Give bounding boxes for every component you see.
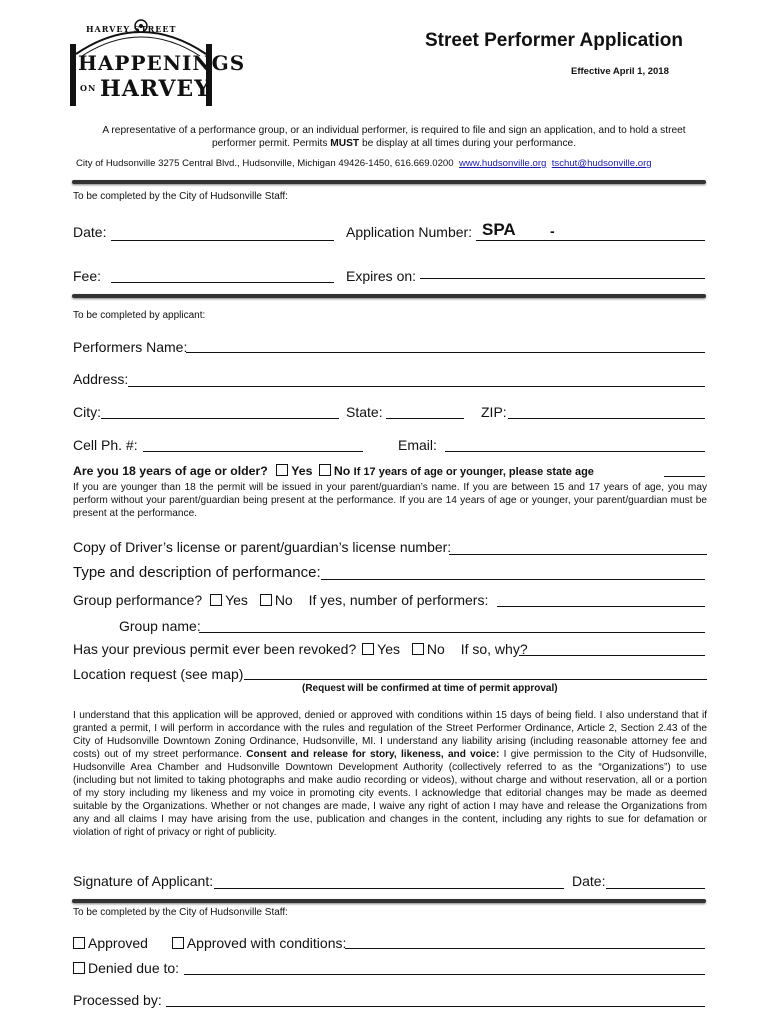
zip-label: ZIP: bbox=[481, 404, 507, 420]
revoked-yes-checkbox[interactable] bbox=[362, 643, 374, 655]
state-field[interactable] bbox=[386, 418, 464, 419]
revoked-label: Has your previous permit ever been revoked? bbox=[73, 641, 357, 657]
address-label: Address: bbox=[73, 371, 129, 387]
staff-heading: To be completed by the City of Hudsonville Staff: bbox=[73, 191, 288, 202]
age-no-label: No bbox=[333, 464, 351, 478]
processed-label: Processed by: bbox=[73, 992, 162, 1008]
age-note: If you are younger than 18 the permit will be issued in your parent/guardian’s name. If you are between 15 and 17 years of age, you may perform without your parent/guardian being present at the performance. If you are 14 years of age or younger, your parent/guardian must be present at the performance. bbox=[73, 482, 707, 519]
revoked-no-label: No bbox=[426, 641, 445, 657]
expires-label: Expires on: bbox=[346, 268, 417, 284]
group-no-label: No bbox=[274, 592, 293, 608]
date-field[interactable] bbox=[111, 240, 334, 241]
denied-checkbox[interactable] bbox=[73, 962, 85, 974]
cell-label: Cell Ph. #: bbox=[73, 437, 138, 453]
city-field[interactable] bbox=[101, 418, 339, 419]
group-yes-label: Yes bbox=[225, 592, 248, 608]
contact-line bbox=[76, 158, 652, 169]
signature-field[interactable] bbox=[214, 888, 564, 889]
group-number-field[interactable] bbox=[497, 606, 705, 607]
group-no-checkbox[interactable] bbox=[260, 594, 272, 606]
license-field[interactable] bbox=[449, 554, 707, 555]
location-note: (Request will be confirmed at time of permit approval) bbox=[302, 683, 558, 694]
approved-conditions-checkbox[interactable] bbox=[172, 937, 184, 949]
denied-label: Denied due to: bbox=[88, 960, 180, 976]
fee-label: Fee: bbox=[73, 268, 102, 284]
address-field[interactable] bbox=[128, 386, 705, 387]
group-yes-checkbox[interactable] bbox=[210, 594, 222, 606]
approved-conditions-label: Approved with conditions: bbox=[186, 935, 347, 951]
revoked-yes-label: Yes bbox=[377, 641, 400, 657]
logo-top-text: HARVEY STREET bbox=[86, 24, 177, 34]
email-field[interactable] bbox=[445, 451, 705, 452]
age-followup: If 17 years of age or younger, please state age bbox=[353, 466, 594, 478]
divider bbox=[72, 180, 706, 184]
revoked-no-checkbox[interactable] bbox=[412, 643, 424, 655]
signature-date-label: Date: bbox=[572, 873, 606, 889]
effective-date: Effective April 1, 2018 bbox=[571, 66, 669, 77]
staff-final-heading: To be completed by the City of Hudsonville Staff: bbox=[73, 907, 288, 918]
approved-checkbox[interactable] bbox=[73, 937, 85, 949]
approved-conditions-field[interactable] bbox=[345, 948, 705, 949]
expires-field[interactable] bbox=[420, 278, 705, 279]
revoked-why-field[interactable] bbox=[519, 655, 705, 656]
age-yes-label: Yes bbox=[291, 464, 313, 478]
app-number-field[interactable] bbox=[476, 240, 705, 241]
logo-line2: HARVEY bbox=[100, 76, 211, 102]
performer-name-field[interactable] bbox=[186, 352, 705, 353]
logo bbox=[66, 14, 246, 106]
divider bbox=[72, 294, 706, 298]
signature-date-field[interactable] bbox=[606, 888, 705, 889]
date-label: Date: bbox=[73, 224, 107, 240]
intro-text: A representative of a performance group, or an individual performer, is required to file and sign an application, and to hold a street performer permit. Permits MUST be display at all times during your performance. bbox=[102, 125, 686, 149]
email-link[interactable]: tschut@hudsonville.org bbox=[551, 158, 652, 169]
age-no-checkbox[interactable] bbox=[319, 464, 331, 476]
age-question: Are you 18 years of age or older? bbox=[73, 464, 268, 478]
app-number-prefix: SPA bbox=[482, 220, 516, 239]
divider bbox=[72, 899, 706, 903]
age-yes-checkbox[interactable] bbox=[276, 464, 288, 476]
group-name-label: Group name: bbox=[119, 618, 201, 634]
location-label: Location request (see map) bbox=[73, 666, 244, 682]
group-name-field[interactable] bbox=[199, 632, 705, 633]
license-label: Copy of Driver’s license or parent/guardian’s license number: bbox=[73, 539, 452, 555]
zip-field[interactable] bbox=[508, 418, 705, 419]
performance-type-label: Type and description of performance: bbox=[73, 564, 321, 581]
website-link[interactable]: www.hudsonville.org bbox=[458, 158, 547, 169]
fee-field[interactable] bbox=[111, 282, 334, 283]
age-question-row bbox=[73, 464, 594, 478]
location-field[interactable] bbox=[244, 679, 707, 680]
email-label: Email: bbox=[398, 437, 437, 453]
group-row bbox=[73, 592, 488, 608]
age-field[interactable] bbox=[664, 476, 705, 477]
logo-on: ON bbox=[80, 83, 97, 93]
performance-type-field[interactable] bbox=[321, 579, 705, 580]
performer-name-label: Performers Name: bbox=[73, 339, 188, 355]
applicant-heading: To be completed by applicant: bbox=[73, 310, 206, 321]
city-label: City: bbox=[73, 404, 101, 420]
app-number-dash: - bbox=[550, 223, 555, 239]
state-label: State: bbox=[346, 404, 383, 420]
app-number-label: Application Number: bbox=[346, 224, 473, 240]
group-label: Group performance? bbox=[73, 592, 203, 608]
cell-field[interactable] bbox=[143, 451, 363, 452]
logo-line1: HAPPENINGS bbox=[78, 51, 246, 75]
page-title: Street Performer Application bbox=[425, 30, 683, 51]
contact-address: City of Hudsonville 3275 Central Blvd., Hudsonville, Michigan 49426-1450, 616.669.0200 bbox=[76, 158, 454, 169]
revoked-why-label: If so, why? bbox=[460, 641, 528, 657]
processed-field[interactable] bbox=[166, 1006, 705, 1007]
denied-field[interactable] bbox=[184, 974, 705, 975]
approved-label: Approved bbox=[88, 935, 148, 951]
revoked-row bbox=[73, 641, 528, 657]
denied-row bbox=[73, 960, 179, 976]
agreement-text: I understand that this application will be approved, denied or approved with conditions within 15 days of being field. I also understand that if granted a permit, I will perform in accordance with the rules and regulation of the Street Performer Ordinance, Article 2, Section 2.43 of the City of Hudsonville Downtown Zoning Ordinance, Hudsonville, MI. I understand any liability arising (including reasonable attorney fee and costs) out of my street performance. Consent and release for story, likeness, and voice: I give permission to the City of Hudsonville, Hudsonville Area Chamber and Hudsonville Downtown Development Authority (collectively referred to as the “Organizations”) to use (including but not limited to taking photographs and make audio recording or videos), without charge and without reservation, all or a portion of my story including my likeness and my voice in promoting city events. I acknowledge that editorial changes may be made as deemed suitable by the Organizations. Whether or not changes are made, I waive any right of action I may have and release the Organizations from any and all claims I may have arising from the use, publication and changes in the content, including any rights to sue for defamation or violation of right of privacy or right of publicity. bbox=[73, 710, 707, 838]
approved-row bbox=[73, 935, 346, 951]
signature-label: Signature of Applicant: bbox=[73, 873, 214, 889]
group-number-label: If yes, number of performers: bbox=[308, 592, 489, 608]
